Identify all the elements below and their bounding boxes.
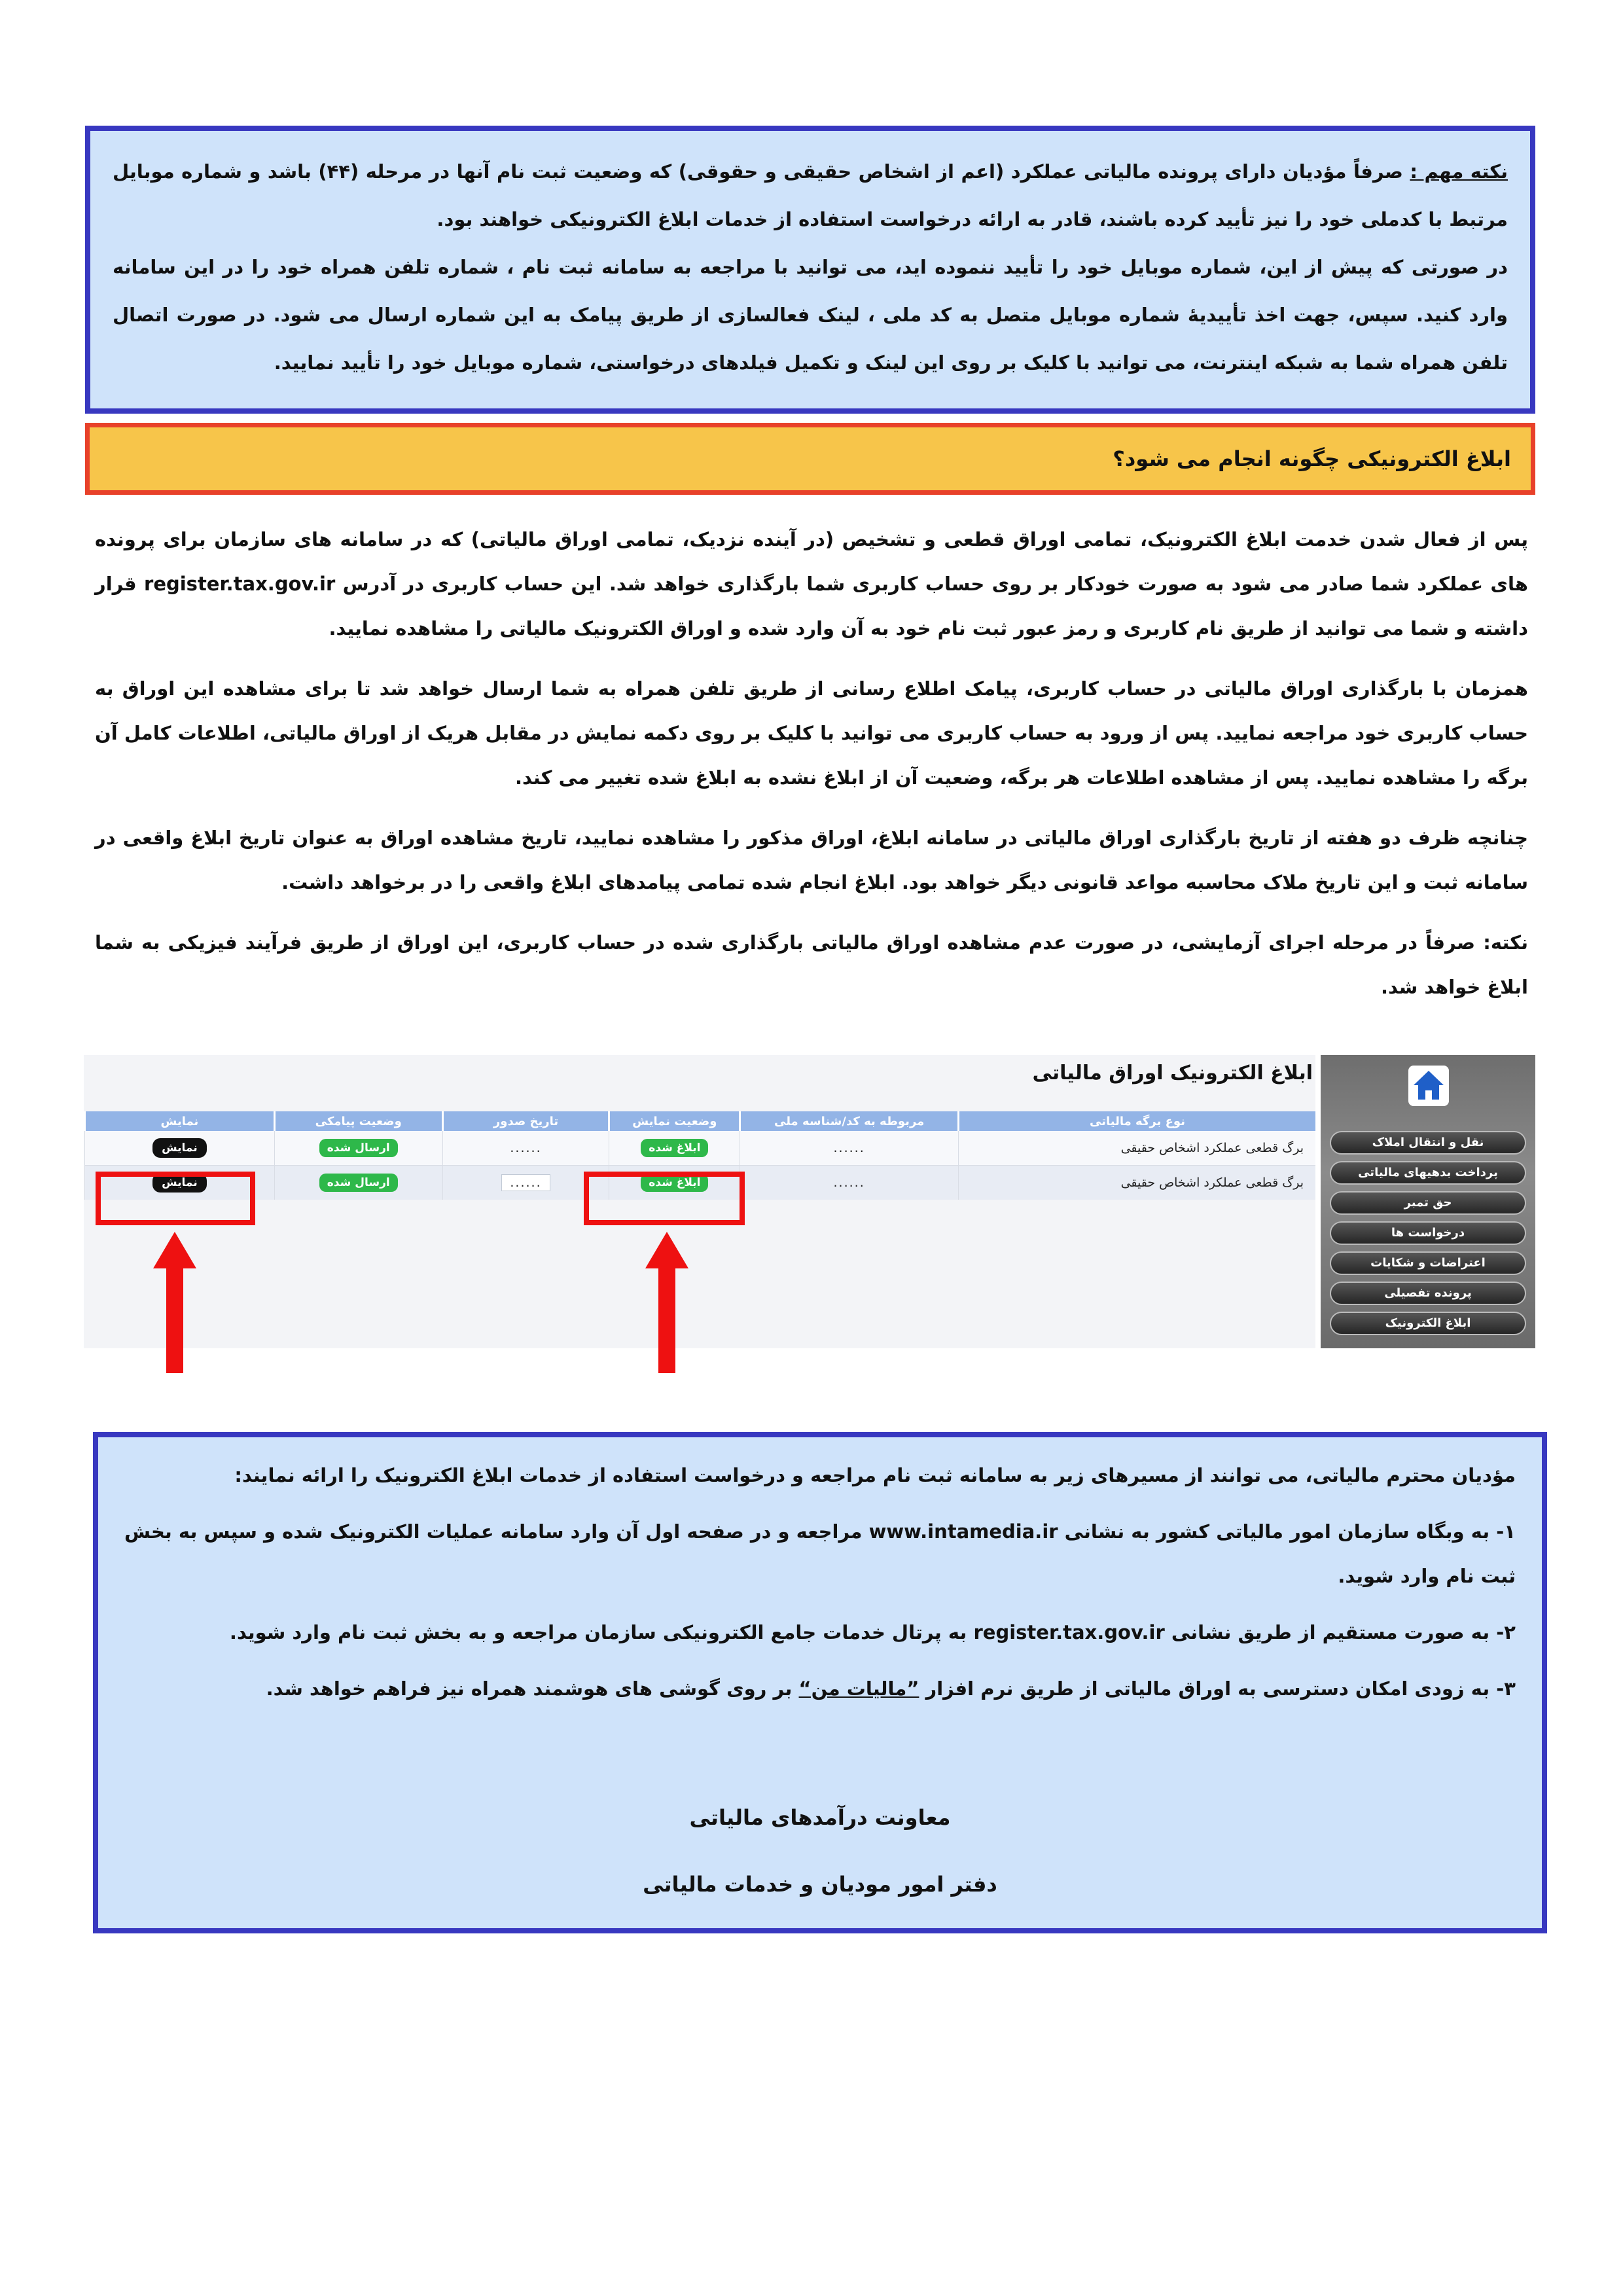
- body-paragraph-2: همزمان با بارگذاری اوراق مالیاتی در حساب کاربری، پیامک اطلاع رسانی از طریق تلفن همراه به شما ارسال خواهد شد تا برای مشاهده این اوراق به حساب کاربری خود مراجعه نمایید. پس از ورود به حساب کاربری می توانید با کلیک بر روی دکمه نمایش در مقابل هریک از اوراق مالیاتی، اطلاعات کامل آن برگه را مشاهده نمایید. پس از مشاهده اطلاعات هر برگه، وضعیت آن از ابلاغ نشده به ابلاغ شده تغییر می کند.: [95, 677, 1528, 789]
- portal-screenshot: [84, 1055, 1535, 1348]
- body-paragraph-1: پس از فعال شدن خدمت ابلاغ الکترونیک، تمامی اوراق قطعی و تشخیص (در آینده نزدیک، تمامی اوراق مالیاتی) که در سامانه های سازمان برای پرونده های عملکرد شما صادر می شود به صورت خودکار بر روی حساب کاربری شما بارگذاری خواهد شد. این حساب کاربری در آدرس register.tax.gov.ir قرار داشته و شما می توانید از طریق نام کاربری و رمز عبور ثبت نام خود به آن وارد شده و اوراق الکترونیک مالیاتی را مشاهده نمایید.: [95, 528, 1528, 639]
- home-icon[interactable]: [1408, 1066, 1449, 1106]
- signature-department: معاونت درآمدهای مالیاتی: [689, 1805, 951, 1830]
- body-paragraph-4: نکته: صرفاً در مرحله اجرای آزمایشی، در صورت عدم مشاهده اوراق مالیاتی بارگذاری شده در حساب کاربری، این اوراق از طریق فرآیند فیزیکی به شما ابلاغ خواهد شد.: [95, 931, 1528, 998]
- column-header: وضعیت پیامکی: [274, 1111, 442, 1131]
- note-paragraph-1: [113, 148, 1508, 243]
- route-item-3: ۳- به زودی امکان دسترسی به اوراق مالیاتی از طریق نرم افزار ”مالیات من“ بر روی گوشی های هوشمند همراه نیز فراهم خواهد شد.: [266, 1677, 1516, 1700]
- sidebar-item-detailed-file[interactable]: پرونده تفصیلی: [1330, 1282, 1526, 1305]
- table-header-row: [85, 1111, 1316, 1131]
- route-item-1: ۱- به وبگاه سازمان امور مالیاتی کشور به نشانی www.intamedia.ir مراجعه و در صفحه اول آن وارد سامانه عملیات الکترونیک شده و سپس به بخش ثبت نام وارد شوید.: [124, 1520, 1516, 1587]
- column-header: مربوطه به کد/شناسه ملی: [740, 1111, 959, 1131]
- signature-office: دفتر امور مودیان و خدمات مالیاتی: [643, 1872, 997, 1897]
- route-item-2: ۲- به صورت مستقیم از طریق نشانی register.tax.gov.ir به پرتال خدمات جامع الکترونیکی سازمان مراجعه و به بخش ثبت نام وارد شوید.: [229, 1621, 1516, 1643]
- note-paragraph-2: در صورتی که پیش از این، شماره موبایل خود را تأیید ننموده اید، می توانید با مراجعه به سامانه ثبت نام ، شماره تلفن همراه خود را در این سامانه وارد کنید. سپس، جهت اخذ تأییدیهٔ شماره موبایل متصل به کد ملی ، لینک فعالسازی از طریق پیامک به این شماره ارسال می شود. در صورت اتصال تلفن همراه شما به شبکه اینترنت، می توانید با کلیک بر روی این لینک و تکمیل فیلدهای درخواستی، شماره موبایل خود را تأیید نمایید.: [113, 256, 1508, 374]
- screenshot-main-panel: [84, 1055, 1315, 1348]
- screenshot-sidebar: [1321, 1055, 1535, 1348]
- column-header: نوع برگه مالیاتی: [959, 1111, 1316, 1131]
- view-status-badge: ابلاغ شده: [641, 1174, 708, 1192]
- question-header-box: [85, 423, 1535, 495]
- show-button[interactable]: نمایش: [152, 1173, 207, 1193]
- access-routes-box: [93, 1432, 1547, 1933]
- screenshot-title: ابلاغ الکترونیک اوراق مالیاتی: [1032, 1062, 1313, 1085]
- sms-status-badge: ارسال شده: [319, 1174, 398, 1192]
- note-label: نکته مهم :: [1410, 160, 1508, 183]
- column-header: نمایش: [85, 1111, 275, 1131]
- sidebar-item-e-notification[interactable]: ابلاغ الکترونیک: [1330, 1312, 1526, 1335]
- arrow-up-icon: [645, 1232, 688, 1373]
- app-name: ”مالیات من“: [798, 1677, 919, 1700]
- action-cell: [85, 1131, 275, 1166]
- note-text-1: صرفاً مؤدیان دارای پرونده مالیاتی عملکرد (اعم از اشخاص حقیقی و حقوقی) که وضعیت ثبت نام آنها در مرحله (۴۴) باشد و شماره موبایل مرتبط با کدملی خود را نیز تأیید کرده باشند، قادر به ارائه درخواست استفاده از خدمات ابلاغ الکترونیکی خواهند بود.: [113, 160, 1508, 230]
- body-text: [95, 517, 1528, 1025]
- show-button[interactable]: نمایش: [152, 1138, 207, 1158]
- national-id-cell: ......: [740, 1131, 959, 1166]
- sidebar-item-objections[interactable]: اعتراضات و شکایات: [1330, 1251, 1526, 1275]
- paper-type-cell: برگ قطعی عملکرد اشخاص حقیقی: [959, 1166, 1316, 1200]
- sms-status-cell: [274, 1131, 442, 1166]
- arrow-up-icon: [153, 1232, 196, 1373]
- view-status-cell: [609, 1131, 740, 1166]
- question-heading: ابلاغ الکترونیکی چگونه انجام می شود؟: [1113, 446, 1511, 471]
- paper-type-cell: برگ قطعی عملکرد اشخاص حقیقی: [959, 1131, 1316, 1166]
- issue-date-cell: ......: [442, 1131, 609, 1166]
- sidebar-item-requests[interactable]: درخواست ها: [1330, 1221, 1526, 1245]
- sidebar-item-property-transfer[interactable]: نقل و انتقال املاک: [1330, 1131, 1526, 1155]
- highlight-view-status: [584, 1172, 745, 1225]
- sms-status-badge: ارسال شده: [319, 1139, 398, 1157]
- column-header: تاریخ صدور: [442, 1111, 609, 1131]
- routes-intro: مؤدیان محترم مالیاتی، می توانند از مسیرهای زیر به سامانه ثبت نام مراجعه و درخواست استفاده از خدمات ابلاغ الکترونیک را ارائه نمایند:: [234, 1464, 1516, 1486]
- table-row: [85, 1131, 1316, 1166]
- national-id-cell: ......: [740, 1166, 959, 1200]
- sidebar-item-stamp-duty[interactable]: حق تمبر: [1330, 1191, 1526, 1215]
- view-status-badge: ابلاغ شده: [641, 1139, 708, 1157]
- highlight-show-button: [96, 1172, 255, 1225]
- body-paragraph-3: چنانچه ظرف دو هفته از تاریخ بارگذاری اوراق مالیاتی در سامانه ابلاغ، اوراق مذکور را مشاهده نمایید، تاریخ مشاهده اوراق به عنوان تاریخ ابلاغ واقعی در سامانه ثبت و این تاریخ ملاک محاسبه مواعد قانونی دیگر خواهد بود. ابلاغ انجام شده تمامی پیامدهای ابلاغ واقعی را در برخواهد داشت.: [95, 827, 1528, 893]
- column-header: وضعیت نمایش: [609, 1111, 740, 1131]
- important-note-box: [85, 126, 1535, 414]
- sidebar-item-tax-payments[interactable]: پرداخت بدهیهای مالیاتی: [1330, 1161, 1526, 1185]
- sms-status-cell: [274, 1166, 442, 1200]
- issue-date-cell: ......: [442, 1166, 609, 1200]
